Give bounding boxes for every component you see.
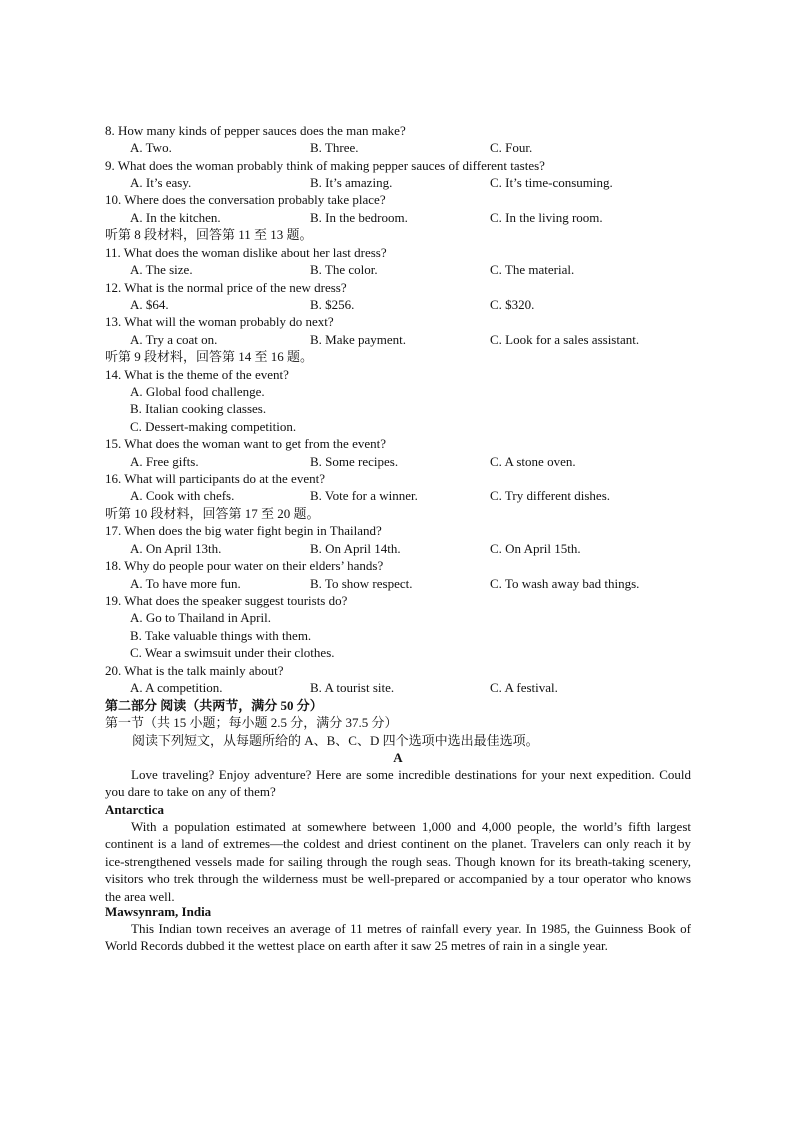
- question-9: 9. What does the woman probably think of making pepper sauces of different tastes?: [105, 158, 545, 173]
- mawsynram-heading: Mawsynram, India: [105, 904, 212, 919]
- mawsynram-paragraph: This Indian town receives an average of 11 metres of rainfall every year. In 1985, the Guinness Book of World Records dubbed it the wettest place on earth after it saw 25 metres of rain in a single year.: [105, 921, 691, 954]
- question-20: 20. What is the talk mainly about?: [105, 663, 284, 678]
- question-15: 15. What does the woman want to get from the event?: [105, 436, 386, 451]
- question-18: 18. Why do people pour water on their elders’ hands?: [105, 558, 384, 573]
- q9-option-a: A. It’s easy.: [130, 175, 192, 190]
- antarctica-paragraph: With a population estimated at somewhere between 1,000 and 4,000 people, the world’s fifth largest continent is a land of extremes—the coldest and driest continent on the planet. Travelers can only reach it by ice-strengthened vessels made for sailing through the rough seas. Though known for its breath-taking scenery, visitors who trek through the wilderness must be well-prepared or accompanied by a tour operator who knows the area well.: [105, 819, 691, 904]
- q16-option-b: B. Vote for a winner.: [310, 488, 418, 503]
- question-19: 19. What does the speaker suggest tourists do?: [105, 593, 348, 608]
- q16-option-a: A. Cook with chefs.: [130, 488, 235, 503]
- listening-note-8: 听第 8 段材料，回答第 11 至 13 题。: [105, 227, 313, 242]
- listening-note-9: 听第 9 段材料，回答第 14 至 16 题。: [105, 349, 314, 364]
- q10-option-b: B. In the bedroom.: [310, 210, 408, 225]
- q17-option-a: A. On April 13th.: [130, 541, 222, 556]
- q19-option-b: B. Take valuable things with them.: [130, 628, 312, 643]
- passage-intro: Love traveling? Enjoy adventure? Here are some incredible destinations for your next expedition. Could you dare to take on any of them?: [105, 767, 691, 800]
- q18-option-a: A. To have more fun.: [130, 576, 241, 591]
- section-one-heading: 第一节（共 15 小题；每小题 2.5 分，满分 37.5 分）: [105, 715, 398, 730]
- q20-option-a: A. A competition.: [130, 680, 223, 695]
- q13-option-c: C. Look for a sales assistant.: [490, 332, 640, 347]
- q16-option-c: C. Try different dishes.: [490, 488, 611, 503]
- q15-option-a: A. Free gifts.: [130, 454, 199, 469]
- q12-option-a: A. $64.: [130, 297, 169, 312]
- listening-note-10: 听第 10 段材料，回答第 17 至 20 题。: [105, 506, 320, 521]
- q17-option-b: B. On April 14th.: [310, 541, 401, 556]
- q14-option-b: B. Italian cooking classes.: [130, 401, 267, 416]
- q10-option-c: C. In the living room.: [490, 210, 603, 225]
- antarctica-heading: Antarctica: [105, 802, 164, 817]
- q11-option-b: B. The color.: [310, 262, 378, 277]
- q13-option-a: A. Try a coat on.: [130, 332, 218, 347]
- q14-option-a: A. Global food challenge.: [130, 384, 265, 399]
- q18-option-b: B. To show respect.: [310, 576, 413, 591]
- question-17: 17. When does the big water fight begin in Thailand?: [105, 523, 382, 538]
- q11-option-c: C. The material.: [490, 262, 575, 277]
- q12-option-c: C. $320.: [490, 297, 535, 312]
- question-16: 16. What will participants do at the event?: [105, 471, 325, 486]
- q9-option-b: B. It’s amazing.: [310, 175, 393, 190]
- question-13: 13. What will the woman probably do next?: [105, 314, 334, 329]
- q19-option-c: C. Wear a swimsuit under their clothes.: [130, 645, 335, 660]
- q20-option-b: B. A tourist site.: [310, 680, 395, 695]
- q17-option-c: C. On April 15th.: [490, 541, 581, 556]
- q12-option-b: B. $256.: [310, 297, 355, 312]
- q20-option-c: C. A festival.: [490, 680, 558, 695]
- q8-option-a: A. Two.: [130, 140, 172, 155]
- q15-option-c: C. A stone oven.: [490, 454, 576, 469]
- question-11: 11. What does the woman dislike about her last dress?: [105, 245, 387, 260]
- passage-letter: A: [393, 750, 403, 765]
- reading-instruction: 阅读下列短文，从每题所给的 A、B、C、D 四个选项中选出最佳选项。: [132, 733, 539, 748]
- q9-option-c: C. It’s time-consuming.: [490, 175, 613, 190]
- question-8: 8. How many kinds of pepper sauces does the man make?: [105, 123, 406, 138]
- q19-option-a: A. Go to Thailand in April.: [130, 610, 271, 625]
- q10-option-a: A. In the kitchen.: [130, 210, 221, 225]
- part-two-heading: 第二部分 阅读（共两节，满分 50 分）: [105, 698, 323, 713]
- question-12: 12. What is the normal price of the new dress?: [105, 280, 347, 295]
- q13-option-b: B. Make payment.: [310, 332, 407, 347]
- q14-option-c: C. Dessert-making competition.: [130, 419, 297, 434]
- q15-option-b: B. Some recipes.: [310, 454, 399, 469]
- q11-option-a: A. The size.: [130, 262, 193, 277]
- q8-option-b: B. Three.: [310, 140, 359, 155]
- q18-option-c: C. To wash away bad things.: [490, 576, 640, 591]
- q8-option-c: C. Four.: [490, 140, 533, 155]
- question-14: 14. What is the theme of the event?: [105, 367, 289, 382]
- question-10: 10. Where does the conversation probably take place?: [105, 192, 386, 207]
